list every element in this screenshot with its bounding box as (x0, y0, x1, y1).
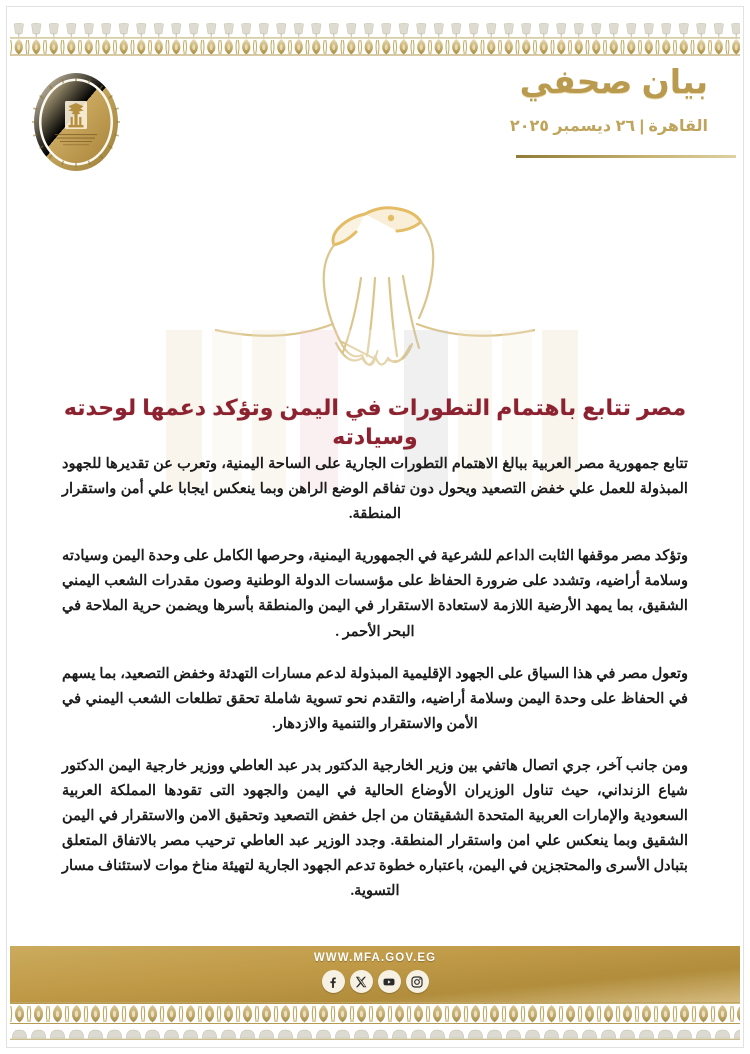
headline: مصر تتابع باهتمام التطورات في اليمن وتؤكد دعمها لوحدته وسيادته (63, 395, 687, 449)
top-decorative-frieze (10, 22, 740, 56)
youtube-icon[interactable] (378, 970, 401, 993)
footer-bar (10, 946, 740, 1004)
facebook-icon[interactable] (322, 970, 345, 993)
paragraph: تتابع جمهورية مصر العربية ببالغ الاهتمام التطورات الجارية على الساحة اليمنية، وتعرب عن تقديرها للجهود المبذولة للعمل علي خفض التصعيد ويحول دون تفاقم الوضع الراهن وبما ينعكس ايجابا علي أمن واستقرار المنطقة. (62, 456, 688, 523)
paragraph: وتعول مصر في هذا السياق على الجهود الإقليمية المبذولة لدعم مسارات التهدئة وخفض التصعيد، بما يسهم في الحفاظ على وحدة اليمن وسلامة أراضيه، والتقدم نحو تسوية شاملة تحقق تطلعات الشعب اليمني في الأمن والاستقرار والتنمية والازدهار. (62, 665, 688, 732)
statement-body (62, 452, 688, 924)
ministry-seal-icon (32, 70, 120, 174)
social-links (10, 970, 740, 993)
dateline: القاهرة | ٢٦ ديسمبر ٢٠٢٥ (509, 118, 708, 135)
page-title: بيان صحفي (519, 63, 708, 100)
header-rule (516, 155, 736, 158)
website-url[interactable]: WWW.MFA.GOV.EG (313, 952, 437, 964)
paragraph: ومن جانب آخر، جري اتصال هاتفي بين وزير الخارجية الدكتور بدر عبد العاطي ووزير خارجية اليمن الدكتور شياع الزنداني، حيث تناول الوزيران الأوضاع الحالية في اليمن والجهود التى تقودها المملكة العربية السعودية والإمارات العربية المتحدة الشقيقتان من اجل خفض التصعيد وتحقيق الامن والاستقرار في اليمن الشقيق وبما ينعكس علي امن واستقرار المنطقة. وجدد الوزير عبد العاطي ترحيب مصر بالاتفاق المتعلق بتبادل الأسرى والمحتجزين في اليمن، باعتباره خطوة تدعم الجهود الجارية لتهيئة مناخ موات لاستئناف مسار التسوية. (62, 757, 688, 900)
instagram-icon[interactable] (406, 970, 429, 993)
paragraph: وتؤكد مصر موقفها الثابت الداعم للشرعية في الجمهورية اليمنية، وحرصها الكامل على وحدة اليمن وسيادته وسلامة أراضيه، وتشدد على ضرورة الحفاظ على مؤسسات الدولة الوطنية وصون مقدرات الشعب اليمني الشقيق، بما يمهد الأرضية اللازمة لاستعادة الاستقرار في اليمن والمنطقة بأسرها ويضمن حرية الملاحة في البحر الأحمر . (62, 548, 688, 640)
x-twitter-icon[interactable] (350, 970, 373, 993)
eagle-of-saladin-watermark-icon (215, 186, 535, 401)
bottom-decorative-frieze (10, 1002, 740, 1040)
document-header (0, 62, 750, 182)
